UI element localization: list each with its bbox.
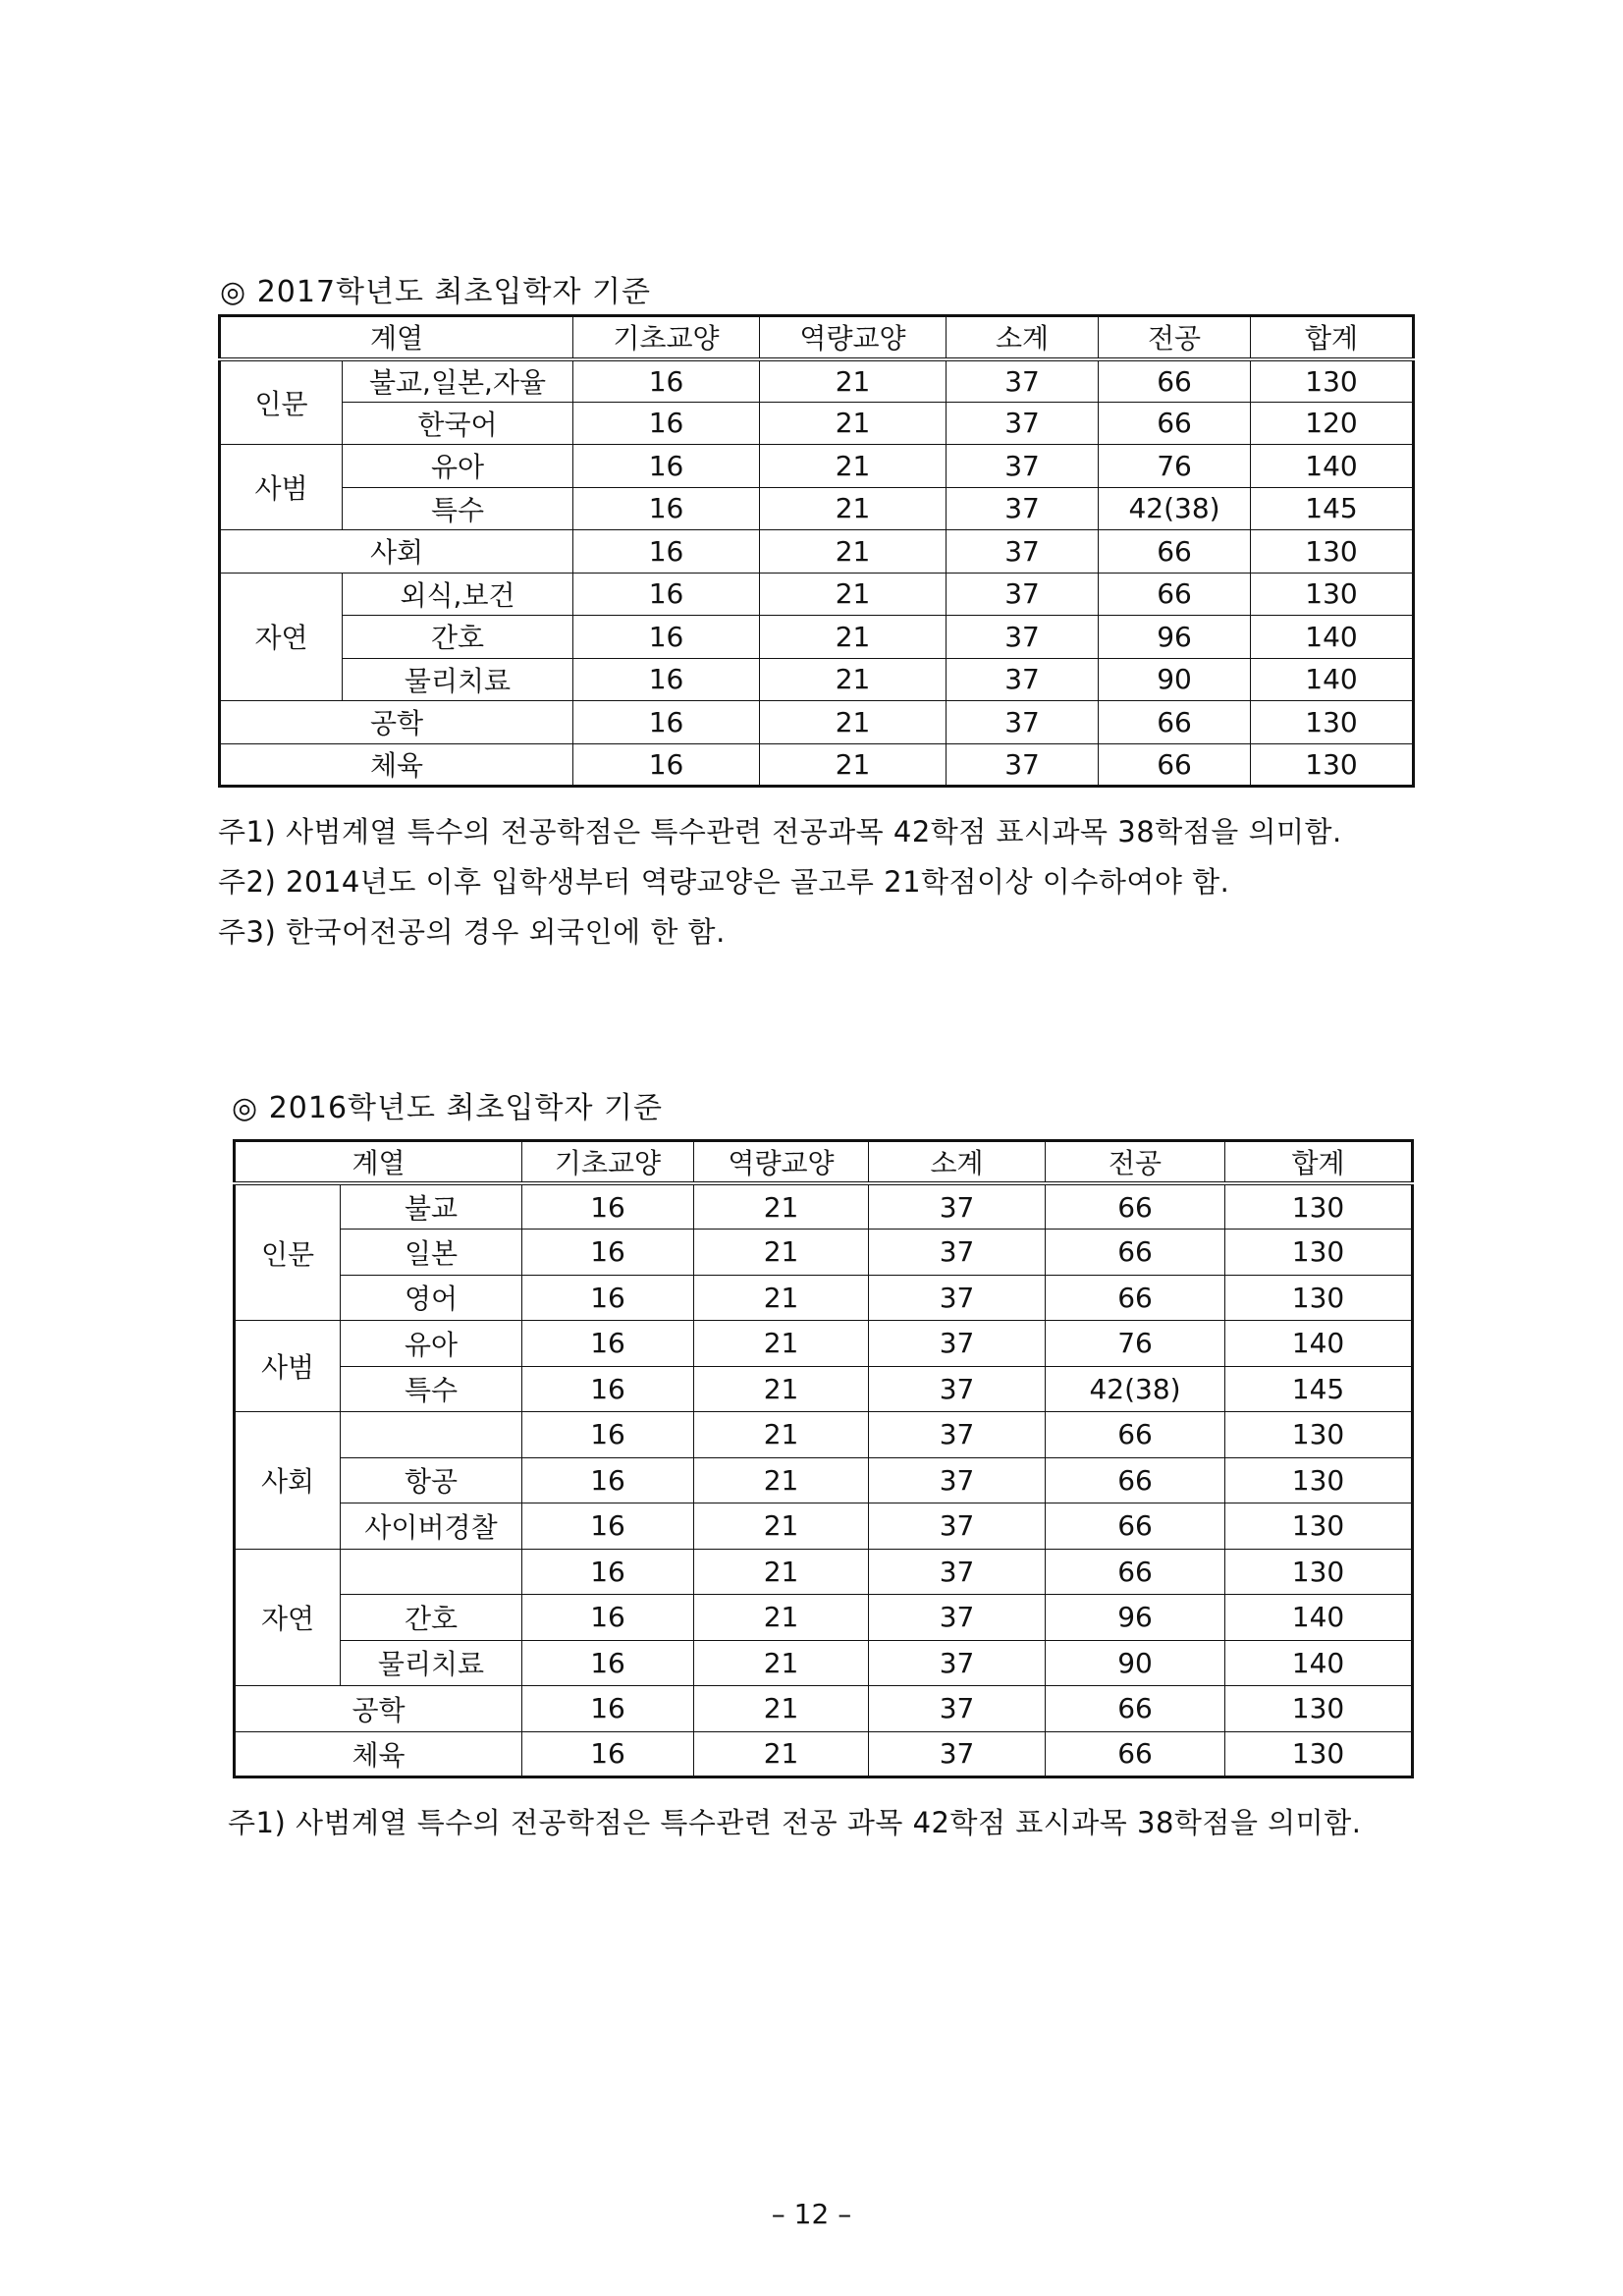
sub-label: 간호 xyxy=(343,616,573,659)
cell: 21 xyxy=(694,1640,869,1686)
cell: 130 xyxy=(1251,701,1414,744)
cell: 21 xyxy=(760,445,947,488)
group-label-cheyuk: 체육 xyxy=(220,743,573,787)
cell: 66 xyxy=(1046,1275,1225,1321)
header-basic-liberal: 기초교양 xyxy=(522,1141,694,1184)
cell: 66 xyxy=(1099,701,1251,744)
table-row xyxy=(220,743,1414,787)
group-label-sabeom: 사범 xyxy=(220,445,343,530)
header-competency-liberal: 역량교양 xyxy=(694,1141,869,1184)
sub-label: 특수 xyxy=(341,1366,522,1412)
cell: 37 xyxy=(947,701,1099,744)
cell: 21 xyxy=(694,1366,869,1412)
cell: 16 xyxy=(573,658,760,701)
cell: 140 xyxy=(1225,1595,1413,1641)
table-row xyxy=(220,658,1414,701)
group-label-inmun: 인문 xyxy=(235,1183,341,1321)
sub-label: 유아 xyxy=(343,445,573,488)
cell: 42(38) xyxy=(1099,487,1251,530)
group-label-gonghak: 공학 xyxy=(235,1686,522,1732)
cell: 130 xyxy=(1251,573,1414,616)
sub-label: 물리치료 xyxy=(343,658,573,701)
cell: 37 xyxy=(947,530,1099,574)
cell: 37 xyxy=(869,1183,1046,1230)
cell: 37 xyxy=(869,1457,1046,1503)
note-2: 주2) 2014년도 이후 입학생부터 역량교양은 골고루 21학점이상 이수하여야 함. xyxy=(218,865,1230,899)
sub-label: 물리치료 xyxy=(341,1640,522,1686)
cell: 130 xyxy=(1251,743,1414,787)
cell: 130 xyxy=(1225,1412,1413,1458)
header-total: 합계 xyxy=(1225,1141,1413,1184)
cell: 16 xyxy=(522,1457,694,1503)
cell: 16 xyxy=(573,445,760,488)
cell: 16 xyxy=(522,1275,694,1321)
sub-label: 영어 xyxy=(341,1275,522,1321)
cell: 130 xyxy=(1225,1731,1413,1777)
cell: 16 xyxy=(522,1549,694,1595)
cell: 130 xyxy=(1251,359,1414,403)
header-category: 계열 xyxy=(235,1141,522,1184)
cell: 120 xyxy=(1251,402,1414,445)
cell: 21 xyxy=(694,1230,869,1276)
sub-label: 외식,보건 xyxy=(343,573,573,616)
cell: 140 xyxy=(1251,616,1414,659)
cell: 76 xyxy=(1099,445,1251,488)
cell: 16 xyxy=(573,616,760,659)
cell: 21 xyxy=(694,1503,869,1550)
cell: 21 xyxy=(694,1549,869,1595)
table-row xyxy=(220,487,1414,530)
table-row xyxy=(235,1412,1413,1458)
cell: 37 xyxy=(869,1366,1046,1412)
cell: 37 xyxy=(869,1731,1046,1777)
cell: 37 xyxy=(869,1686,1046,1732)
cell: 21 xyxy=(694,1412,869,1458)
table-row xyxy=(220,573,1414,616)
cell: 96 xyxy=(1046,1595,1225,1641)
cell: 16 xyxy=(522,1230,694,1276)
cell: 66 xyxy=(1046,1731,1225,1777)
cell: 21 xyxy=(694,1275,869,1321)
cell: 76 xyxy=(1046,1321,1225,1367)
sub-label: 특수 xyxy=(343,487,573,530)
group-label-inmun: 인문 xyxy=(220,359,343,445)
cell: 66 xyxy=(1099,530,1251,574)
table-row xyxy=(235,1731,1413,1777)
header-major: 전공 xyxy=(1099,316,1251,359)
cell: 21 xyxy=(694,1183,869,1230)
cell: 16 xyxy=(522,1366,694,1412)
cell: 66 xyxy=(1046,1230,1225,1276)
cell: 21 xyxy=(760,487,947,530)
credits-table-2017 xyxy=(218,314,1415,788)
cell: 37 xyxy=(869,1640,1046,1686)
header-total: 합계 xyxy=(1251,316,1414,359)
cell: 37 xyxy=(947,445,1099,488)
section-2017-heading: ◎ 2017학년도 최초입학자 기준 xyxy=(220,275,651,309)
cell: 66 xyxy=(1046,1412,1225,1458)
table-row xyxy=(235,1457,1413,1503)
cell: 21 xyxy=(760,530,947,574)
table-header-row xyxy=(235,1141,1413,1184)
cell: 21 xyxy=(760,658,947,701)
sub-label xyxy=(341,1412,522,1458)
cell: 66 xyxy=(1046,1686,1225,1732)
cell: 21 xyxy=(760,701,947,744)
cell: 21 xyxy=(760,743,947,787)
note-1-2016: 주1) 사범계열 특수의 전공학점은 특수관련 전공 과목 42학점 표시과목 38학점을 의미함. xyxy=(228,1806,1362,1839)
table-row xyxy=(220,616,1414,659)
cell: 37 xyxy=(947,573,1099,616)
header-competency-liberal: 역량교양 xyxy=(760,316,947,359)
table-row xyxy=(220,359,1414,403)
table-row xyxy=(220,402,1414,445)
sub-label: 간호 xyxy=(341,1595,522,1641)
header-subtotal: 소계 xyxy=(869,1141,1046,1184)
note-1: 주1) 사범계열 특수의 전공학점은 특수관련 전공과목 42학점 표시과목 38학점을 의미함. xyxy=(218,815,1342,848)
table-row xyxy=(235,1503,1413,1550)
table-row xyxy=(235,1275,1413,1321)
cell: 21 xyxy=(694,1731,869,1777)
cell: 90 xyxy=(1046,1640,1225,1686)
cell: 37 xyxy=(947,487,1099,530)
section-2016-heading: ◎ 2016학년도 최초입학자 기준 xyxy=(232,1091,663,1125)
cell: 66 xyxy=(1099,573,1251,616)
cell: 21 xyxy=(694,1321,869,1367)
cell: 37 xyxy=(869,1321,1046,1367)
sub-label: 일본 xyxy=(341,1230,522,1276)
cell: 140 xyxy=(1251,445,1414,488)
group-label-cheyuk: 체육 xyxy=(235,1731,522,1777)
cell: 130 xyxy=(1225,1230,1413,1276)
group-label-jayeon: 자연 xyxy=(220,573,343,701)
cell: 37 xyxy=(869,1503,1046,1550)
sub-label: 불교 xyxy=(341,1183,522,1230)
cell: 66 xyxy=(1099,359,1251,403)
cell: 37 xyxy=(947,743,1099,787)
cell: 66 xyxy=(1046,1549,1225,1595)
cell: 16 xyxy=(522,1595,694,1641)
cell: 37 xyxy=(947,359,1099,403)
note-3: 주3) 한국어전공의 경우 외국인에 한 함. xyxy=(218,915,726,949)
sub-label: 유아 xyxy=(341,1321,522,1367)
cell: 16 xyxy=(573,487,760,530)
table-row xyxy=(235,1640,1413,1686)
cell: 37 xyxy=(869,1230,1046,1276)
table-row xyxy=(235,1230,1413,1276)
cell: 16 xyxy=(522,1503,694,1550)
cell: 16 xyxy=(573,701,760,744)
cell: 21 xyxy=(760,573,947,616)
cell: 21 xyxy=(694,1595,869,1641)
cell: 21 xyxy=(760,359,947,403)
sub-label xyxy=(341,1549,522,1595)
sub-label: 사이버경찰 xyxy=(341,1503,522,1550)
table-row xyxy=(235,1183,1413,1230)
table-row xyxy=(220,445,1414,488)
cell: 37 xyxy=(947,616,1099,659)
cell: 130 xyxy=(1225,1549,1413,1595)
cell: 16 xyxy=(522,1321,694,1367)
cell: 140 xyxy=(1251,658,1414,701)
cell: 140 xyxy=(1225,1321,1413,1367)
page-number: – 12 – xyxy=(771,2198,852,2230)
cell: 130 xyxy=(1251,530,1414,574)
cell: 21 xyxy=(694,1686,869,1732)
cell: 140 xyxy=(1225,1640,1413,1686)
cell: 16 xyxy=(522,1731,694,1777)
cell: 16 xyxy=(522,1412,694,1458)
header-subtotal: 소계 xyxy=(947,316,1099,359)
cell: 130 xyxy=(1225,1275,1413,1321)
table-row xyxy=(235,1595,1413,1641)
cell: 66 xyxy=(1099,402,1251,445)
cell: 37 xyxy=(947,402,1099,445)
cell: 16 xyxy=(573,359,760,403)
table-row xyxy=(220,701,1414,744)
cell: 16 xyxy=(573,402,760,445)
cell: 16 xyxy=(522,1183,694,1230)
cell: 130 xyxy=(1225,1686,1413,1732)
cell: 66 xyxy=(1046,1457,1225,1503)
header-category: 계열 xyxy=(220,316,573,359)
cell: 21 xyxy=(760,616,947,659)
cell: 37 xyxy=(869,1412,1046,1458)
table-row xyxy=(235,1366,1413,1412)
table-row xyxy=(235,1321,1413,1367)
table-row xyxy=(220,530,1414,574)
cell: 66 xyxy=(1046,1503,1225,1550)
cell: 16 xyxy=(573,573,760,616)
cell: 96 xyxy=(1099,616,1251,659)
table-header-row xyxy=(220,316,1414,359)
cell: 42(38) xyxy=(1046,1366,1225,1412)
sub-label: 한국어 xyxy=(343,402,573,445)
group-label-sahoe: 사회 xyxy=(235,1412,341,1550)
cell: 21 xyxy=(694,1457,869,1503)
cell: 16 xyxy=(522,1640,694,1686)
cell: 66 xyxy=(1046,1183,1225,1230)
cell: 37 xyxy=(869,1595,1046,1641)
cell: 37 xyxy=(947,658,1099,701)
credits-table-2016 xyxy=(233,1139,1414,1778)
group-label-gonghak: 공학 xyxy=(220,701,573,744)
cell: 130 xyxy=(1225,1503,1413,1550)
cell: 16 xyxy=(573,530,760,574)
sub-label: 불교,일본,자율 xyxy=(343,359,573,403)
cell: 130 xyxy=(1225,1457,1413,1503)
sub-label: 항공 xyxy=(341,1457,522,1503)
cell: 21 xyxy=(760,402,947,445)
group-label-sahoe: 사회 xyxy=(220,530,573,574)
cell: 130 xyxy=(1225,1183,1413,1230)
cell: 90 xyxy=(1099,658,1251,701)
table-row xyxy=(235,1686,1413,1732)
cell: 37 xyxy=(869,1275,1046,1321)
cell: 16 xyxy=(573,743,760,787)
cell: 145 xyxy=(1251,487,1414,530)
table-row xyxy=(235,1549,1413,1595)
cell: 66 xyxy=(1099,743,1251,787)
group-label-jayeon: 자연 xyxy=(235,1549,341,1686)
header-basic-liberal: 기초교양 xyxy=(573,316,760,359)
cell: 16 xyxy=(522,1686,694,1732)
header-major: 전공 xyxy=(1046,1141,1225,1184)
cell: 145 xyxy=(1225,1366,1413,1412)
group-label-sabeom: 사범 xyxy=(235,1321,341,1412)
cell: 37 xyxy=(869,1549,1046,1595)
